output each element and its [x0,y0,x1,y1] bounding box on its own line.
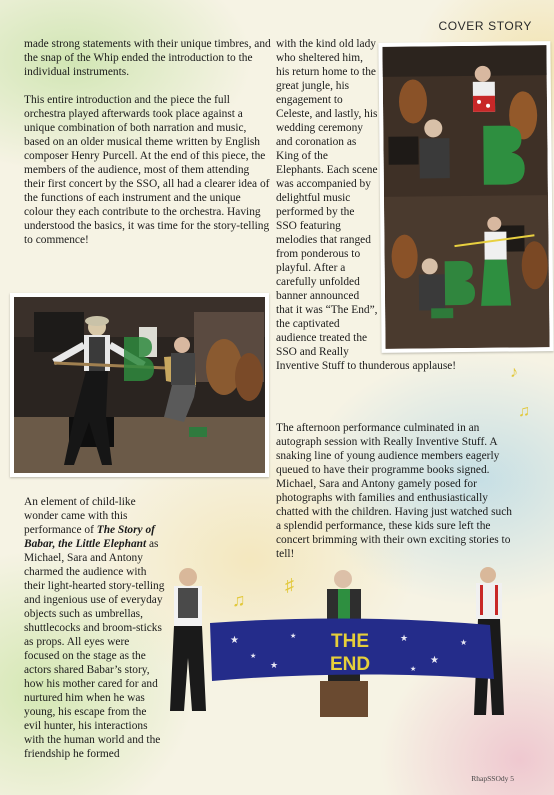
paragraph-autograph-session: The afternoon performance culminated in an autograph session with Really Inventive Stuff. A snaking line of young audience members eagerly queued to have their programme books signed. Michael, Sara and Antony gamely posed for photographs with families and enthusiastically chatted with the children. Having just watched such a splendid performance, these kids sure left the concert brimming with their own exciting stories to tell! [276,422,512,560]
photo-orchestra-with-actors [378,41,553,353]
photo-actors-with-broom [10,293,269,477]
music-note-icon: ♫ [232,590,246,610]
left-column-top-text [24,37,272,247]
paragraph-intro-end: made strong statements with their unique timbres, and the snap of the Whip ended the introduction to the individual instruments. [24,38,271,78]
svg-text:★: ★ [290,632,297,640]
photo-the-end-banner [160,563,525,733]
performance-title: The Story of Babar, the Little Elephant [24,524,155,550]
banner-text-end: END [329,654,371,675]
music-note-icon: ♫ [518,403,530,420]
right-column-mid-text [276,421,519,561]
svg-text:★: ★ [460,638,468,647]
paragraph-babar-story-end: with the kind old lady who sheltered him, his return home to the great jungle, his engagement to Celeste, and lastly, his wedding ceremony and coronation as King of the Elephants. Each scene was accompanied by delightful music performed by the SSO featuring melodies that ranged from ponderous to playful. After a carefully unfolded banner announced that it was “The End”, the captivated audience treated the SSO and Really Inventive Stuff to thunderous applause! [276,38,457,372]
svg-text:★: ★ [410,665,417,673]
paragraph-babar-performance: An element of child-like wonder came with this performance of The Story of Babar, the Little Elephant as Michael, Sara and Antony charmed the audience with their light-hearted story-telling and ingenious use of everyday objects such as umbrellas, shuttlecocks and broom-sticks as props. All eyes were focused on the stage as the actors shared Babar’s story, how his mother cared for and nurtured him when he was young, his escape from the evil hunter, his interactions with the human world and the friendship he formed [24,496,165,760]
svg-text:★: ★ [400,633,409,643]
paragraph-introduction: This entire introduction and the piece the full orchestra played afterwards took place against a unique combination of both narration and music, based on an older musical theme written by English composer Henry Purcell. At the end of this piece, the members of the audience, most of them attending their first concert by the SSO, all had a clearer idea of the functions of each instrument and the unique colour they each contribute to the orchestra. Having understood the basics, it was time for the story-telling to commence! [24,94,270,246]
svg-text:★: ★ [430,655,439,666]
svg-text:★: ★ [250,652,257,660]
banner-text-the: THE [331,631,369,652]
music-note-icon: ♪ [510,364,518,381]
sharp-symbol-icon: ♯ [285,575,294,595]
page-folio: RhapSSOdy 5 [471,774,514,783]
svg-text:★: ★ [270,660,279,670]
svg-text:★: ★ [230,635,239,646]
section-header: COVER STORY [438,19,532,33]
